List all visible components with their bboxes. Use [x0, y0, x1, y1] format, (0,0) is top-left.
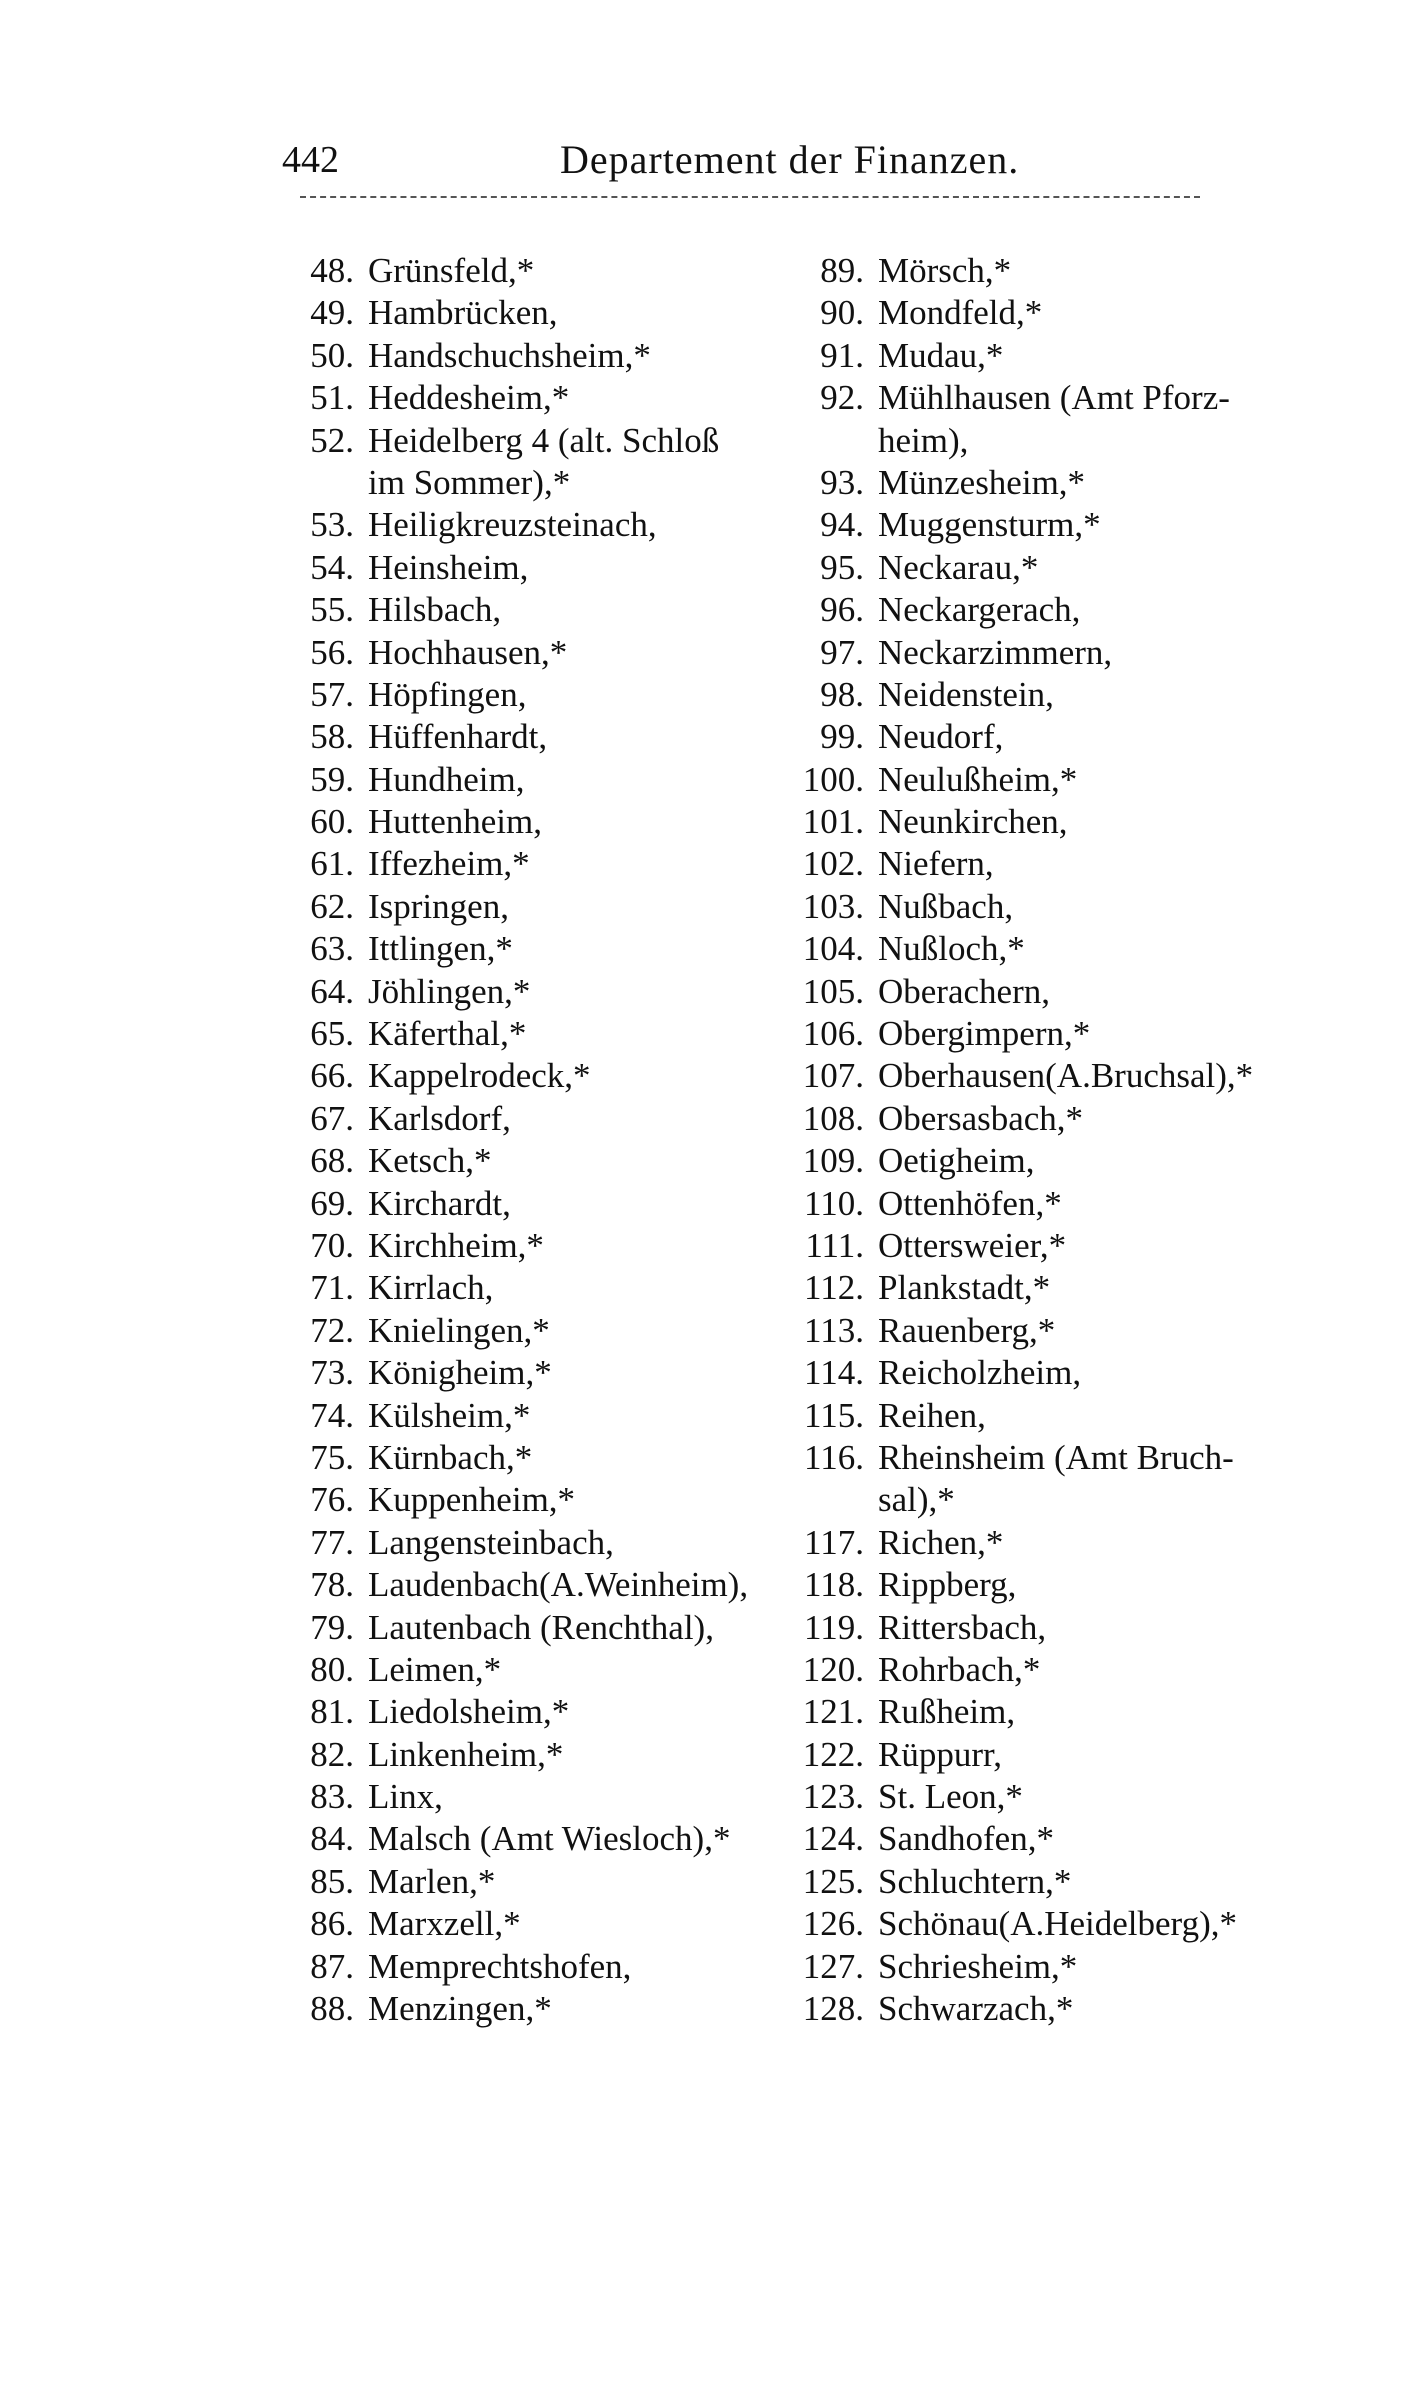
list-item [290, 1564, 748, 1606]
item-place-name: Sandhofen,* [878, 1819, 1054, 1859]
item-number: 107. [802, 1056, 864, 1096]
list-item [780, 886, 1253, 928]
item-place-name: Ispringen, [368, 886, 509, 926]
list-item [780, 928, 1253, 970]
list-item [290, 1861, 748, 1903]
item-place-name: Heinsheim, [368, 547, 529, 587]
item-place-name: Grünsfeld,* [368, 251, 535, 290]
item-number: 51. [310, 378, 354, 418]
item-place-name: Handschuchsheim,* [368, 335, 651, 375]
list-item [780, 1564, 1253, 1606]
item-number: 93. [820, 462, 864, 502]
right-column [780, 250, 1253, 2030]
item-number: 72. [310, 1310, 354, 1350]
item-number: 110. [804, 1183, 864, 1223]
item-place-name: Karlsdorf, [368, 1098, 511, 1138]
list-item [290, 1183, 748, 1225]
item-number: 89. [820, 251, 864, 290]
item-place-name: Mudau,* [878, 335, 1004, 375]
item-place-name: Neidenstein, [878, 674, 1054, 714]
list-item [290, 674, 748, 716]
list-item [780, 462, 1253, 504]
list-item [290, 1395, 748, 1437]
item-place-name: Külsheim,* [368, 1395, 531, 1435]
list-item [290, 1734, 748, 1776]
item-place-name: Höpfingen, [368, 674, 527, 714]
item-place-name: Rheinsheim (Amt Bruch- [878, 1437, 1234, 1477]
item-number: 64. [310, 971, 354, 1011]
list-item [290, 1098, 748, 1140]
item-place-name: Muggensturm,* [878, 505, 1101, 545]
list-item [780, 1691, 1253, 1733]
item-place-name: Kürnbach,* [368, 1437, 533, 1477]
item-place-name: Rauenberg,* [878, 1310, 1056, 1350]
item-place-name: Kirchheim,* [368, 1225, 544, 1265]
list-item [290, 1055, 748, 1097]
item-place-name: Plankstadt,* [878, 1268, 1051, 1308]
item-number: 54. [310, 547, 354, 587]
item-place-name: Nußloch,* [878, 929, 1025, 969]
list-item [290, 1649, 748, 1691]
item-place-name: Ittlingen,* [368, 929, 513, 969]
item-number: 78. [310, 1565, 354, 1605]
list-item [780, 1776, 1253, 1818]
list-item [780, 716, 1253, 758]
item-number: 114. [804, 1353, 864, 1393]
item-place-name: Jöhlingen,* [368, 971, 531, 1011]
list-item [290, 1818, 748, 1860]
item-number: 92. [820, 378, 864, 418]
item-place-name: Käferthal,* [368, 1014, 527, 1054]
item-number: 115. [804, 1395, 864, 1435]
list-item [780, 1988, 1253, 2030]
item-place-name: Münzesheim,* [878, 462, 1086, 502]
item-place-name: Kirrlach, [368, 1268, 494, 1308]
list-item [290, 971, 748, 1013]
list-item [290, 335, 748, 377]
item-number: 73. [310, 1353, 354, 1393]
item-number: 118. [804, 1565, 864, 1605]
item-place-name: Oetigheim, [878, 1141, 1035, 1181]
list-item [780, 1013, 1253, 1055]
item-number: 59. [310, 759, 354, 799]
item-place-name: Mondfeld,* [878, 293, 1043, 333]
list-item [290, 1013, 748, 1055]
item-place-name: Neckarzimmern, [878, 632, 1113, 672]
item-place-name: Lautenbach (Renchthal), [368, 1607, 714, 1647]
item-place-name: Ottersweier,* [878, 1225, 1067, 1265]
item-number: 75. [310, 1437, 354, 1477]
item-place-name: Heiligkreuzsteinach, [368, 505, 657, 545]
item-number: 57. [310, 674, 354, 714]
item-number: 109. [802, 1141, 864, 1181]
list-item [290, 547, 748, 589]
item-number: 67. [310, 1098, 354, 1138]
item-number: 65. [310, 1014, 354, 1054]
item-place-name: Ketsch,* [368, 1141, 492, 1181]
item-number: 117. [804, 1522, 864, 1562]
item-number: 116. [804, 1437, 864, 1477]
list-item [290, 1267, 748, 1309]
item-place-name: Königheim,* [368, 1353, 552, 1393]
item-number: 70. [310, 1225, 354, 1265]
item-number: 106. [802, 1014, 864, 1054]
item-place-name: Obergimpern,* [878, 1014, 1091, 1054]
item-number: 76. [310, 1480, 354, 1520]
item-place-name: im Sommer),* [368, 462, 571, 502]
item-place-name: Hochhausen,* [368, 632, 568, 672]
item-place-name: Knielingen,* [368, 1310, 550, 1350]
list-item [290, 716, 748, 758]
item-place-name: Rüppurr, [878, 1734, 1003, 1774]
item-place-name: Linkenheim,* [368, 1734, 564, 1774]
list-item [290, 1225, 748, 1267]
list-item [780, 1861, 1253, 1903]
item-place-name: Richen,* [878, 1522, 1004, 1562]
list-item [780, 335, 1253, 377]
item-place-name: Hundheim, [368, 759, 525, 799]
item-number: 68. [310, 1141, 354, 1181]
list-item [290, 1946, 748, 1988]
item-number: 58. [310, 717, 354, 757]
item-number: 88. [310, 1989, 354, 2029]
item-number: 48. [310, 251, 354, 290]
list-item [290, 1437, 748, 1479]
item-number: 127. [802, 1946, 864, 1986]
item-place-name: Laudenbach(A.Weinheim), [368, 1565, 749, 1605]
item-place-name: Leimen,* [368, 1649, 502, 1689]
item-number: 80. [310, 1649, 354, 1689]
item-number: 55. [310, 590, 354, 630]
list-item [290, 928, 748, 970]
list-item [290, 1903, 748, 1945]
list-item [290, 632, 748, 674]
item-number: 53. [310, 505, 354, 545]
list-item [290, 843, 748, 885]
item-place-name: Obersasbach,* [878, 1098, 1084, 1138]
item-place-name: Mörsch,* [878, 251, 1012, 290]
item-number: 100. [802, 759, 864, 799]
item-number: 104. [802, 929, 864, 969]
item-number: 99. [820, 717, 864, 757]
item-number: 120. [802, 1649, 864, 1689]
list-item [780, 1437, 1253, 1479]
item-place-name: Huttenheim, [368, 802, 542, 842]
list-item [780, 547, 1253, 589]
item-number: 62. [310, 886, 354, 926]
item-number: 97. [820, 632, 864, 672]
item-number: 102. [802, 844, 864, 884]
list-item [290, 759, 748, 801]
item-place-name: Schönau(A.Heidelberg),* [878, 1904, 1237, 1944]
list-item [780, 1267, 1253, 1309]
header-rule [300, 196, 1200, 198]
item-place-name: Rußheim, [878, 1692, 1016, 1732]
item-place-name: Neunkirchen, [878, 802, 1068, 842]
item-place-name: Menzingen,* [368, 1989, 552, 2029]
list-item [780, 1098, 1253, 1140]
item-number: 119. [804, 1607, 864, 1647]
list-item [290, 1776, 748, 1818]
item-place-name: Hambrücken, [368, 293, 558, 333]
list-item [290, 250, 748, 292]
item-number: 96. [820, 590, 864, 630]
item-place-name: Reicholzheim, [878, 1353, 1082, 1393]
list-item [780, 292, 1253, 334]
item-number: 123. [802, 1777, 864, 1817]
item-number: 69. [310, 1183, 354, 1223]
item-place-name: Neudorf, [878, 717, 1004, 757]
list-item [780, 1352, 1253, 1394]
item-number: 113. [804, 1310, 864, 1350]
item-place-name: Hüffenhardt, [368, 717, 548, 757]
item-place-name: Heidelberg 4 (alt. Schloß [368, 420, 720, 460]
item-number: 121. [802, 1692, 864, 1732]
list-item-continuation [780, 1479, 1253, 1521]
item-number: 108. [802, 1098, 864, 1138]
item-number: 49. [310, 293, 354, 333]
list-item [290, 589, 748, 631]
list-item [780, 1946, 1253, 1988]
item-place-name: Ottenhöfen,* [878, 1183, 1062, 1223]
list-item [290, 1988, 748, 2030]
list-item [780, 1310, 1253, 1352]
item-number: 74. [310, 1395, 354, 1435]
list-item [290, 504, 748, 546]
item-number: 126. [802, 1904, 864, 1944]
item-number: 91. [820, 335, 864, 375]
item-number: 90. [820, 293, 864, 333]
item-place-name: Oberhausen(A.Bruchsal),* [878, 1056, 1254, 1096]
item-place-name: Langensteinbach, [368, 1522, 614, 1562]
item-number: 128. [802, 1989, 864, 2029]
item-place-name: Marxzell,* [368, 1904, 521, 1944]
list-item [780, 1055, 1253, 1097]
item-number: 66. [310, 1056, 354, 1096]
item-number: 61. [310, 844, 354, 884]
item-place-name: Malsch (Amt Wiesloch),* [368, 1819, 731, 1859]
item-place-name: Schriesheim,* [878, 1946, 1078, 1986]
list-item [290, 420, 748, 462]
item-place-name: St. Leon,* [878, 1777, 1023, 1817]
list-item [780, 632, 1253, 674]
item-place-name: Schwarzach,* [878, 1989, 1074, 2029]
item-place-name: Neckarau,* [878, 547, 1039, 587]
item-place-name: Memprechtshofen, [368, 1946, 632, 1986]
list-item [290, 1352, 748, 1394]
item-number: 84. [310, 1819, 354, 1859]
list-item [780, 1522, 1253, 1564]
list-item [290, 1522, 748, 1564]
list-item [780, 1649, 1253, 1691]
item-place-name: Nußbach, [878, 886, 1014, 926]
list-item [290, 1140, 748, 1182]
list-item-continuation [290, 462, 748, 504]
list-item [290, 886, 748, 928]
page-number: 442 [282, 139, 339, 181]
item-place-name: Kappelrodeck,* [368, 1056, 591, 1096]
item-number: 83. [310, 1777, 354, 1817]
list-item [780, 250, 1253, 292]
item-place-name: Niefern, [878, 844, 994, 884]
running-title: Departement der Finanzen. [560, 137, 1020, 182]
list-item [290, 1607, 748, 1649]
list-item [780, 504, 1253, 546]
item-place-name: Rohrbach,* [878, 1649, 1041, 1689]
list-item [780, 843, 1253, 885]
item-number: 95. [820, 547, 864, 587]
item-place-name: Iffezheim,* [368, 844, 530, 884]
item-number: 86. [310, 1904, 354, 1944]
list-item [780, 1818, 1253, 1860]
item-number: 77. [310, 1522, 354, 1562]
item-place-name: Kuppenheim,* [368, 1480, 576, 1520]
list-item [290, 292, 748, 334]
item-number: 112. [804, 1268, 864, 1308]
item-number: 122. [802, 1734, 864, 1774]
list-item [290, 377, 748, 419]
list-item [780, 377, 1253, 419]
item-number: 63. [310, 929, 354, 969]
list-item-continuation [780, 420, 1253, 462]
item-place-name: Marlen,* [368, 1861, 496, 1901]
item-place-name: Oberachern, [878, 971, 1050, 1011]
item-number: 85. [310, 1861, 354, 1901]
item-place-name: Reihen, [878, 1395, 986, 1435]
item-number: 87. [310, 1946, 354, 1986]
item-place-name: Neulußheim,* [878, 759, 1078, 799]
item-number: 125. [802, 1861, 864, 1901]
list-item [290, 801, 748, 843]
item-place-name: Rittersbach, [878, 1607, 1047, 1647]
item-number: 52. [310, 420, 354, 460]
item-number: 81. [310, 1692, 354, 1732]
item-number: 56. [310, 632, 354, 672]
list-item [780, 759, 1253, 801]
list-item [290, 1479, 748, 1521]
list-item [780, 1734, 1253, 1776]
item-place-name: Rippberg, [878, 1565, 1017, 1605]
list-item [290, 1691, 748, 1733]
list-item [780, 1607, 1253, 1649]
list-item [780, 1183, 1253, 1225]
item-number: 124. [802, 1819, 864, 1859]
item-number: 94. [820, 505, 864, 545]
item-place-name: Liedolsheim,* [368, 1692, 570, 1732]
item-number: 111. [805, 1225, 864, 1265]
list-item [780, 971, 1253, 1013]
list-item [780, 674, 1253, 716]
item-number: 60. [310, 802, 354, 842]
item-place-name: Schluchtern,* [878, 1861, 1072, 1901]
item-place-name: Hilsbach, [368, 590, 502, 630]
item-number: 50. [310, 335, 354, 375]
item-place-name: Kirchardt, [368, 1183, 511, 1223]
item-place-name: Heddesheim,* [368, 378, 570, 418]
list-item [780, 1140, 1253, 1182]
left-column [290, 250, 748, 2030]
list-item [780, 1225, 1253, 1267]
item-number: 101. [802, 802, 864, 842]
item-number: 103. [802, 886, 864, 926]
list-item [780, 1395, 1253, 1437]
item-place-name: sal),* [878, 1480, 955, 1520]
item-number: 82. [310, 1734, 354, 1774]
item-number: 79. [310, 1607, 354, 1647]
item-number: 71. [310, 1268, 354, 1308]
item-number: 105. [802, 971, 864, 1011]
list-item [290, 1310, 748, 1352]
list-item [780, 589, 1253, 631]
list-item [780, 801, 1253, 843]
item-number: 98. [820, 674, 864, 714]
item-place-name: Linx, [368, 1777, 443, 1817]
item-place-name: Neckargerach, [878, 590, 1081, 630]
list-item [780, 1903, 1253, 1945]
item-place-name: heim), [878, 420, 969, 460]
item-place-name: Mühlhausen (Amt Pforz- [878, 378, 1230, 418]
